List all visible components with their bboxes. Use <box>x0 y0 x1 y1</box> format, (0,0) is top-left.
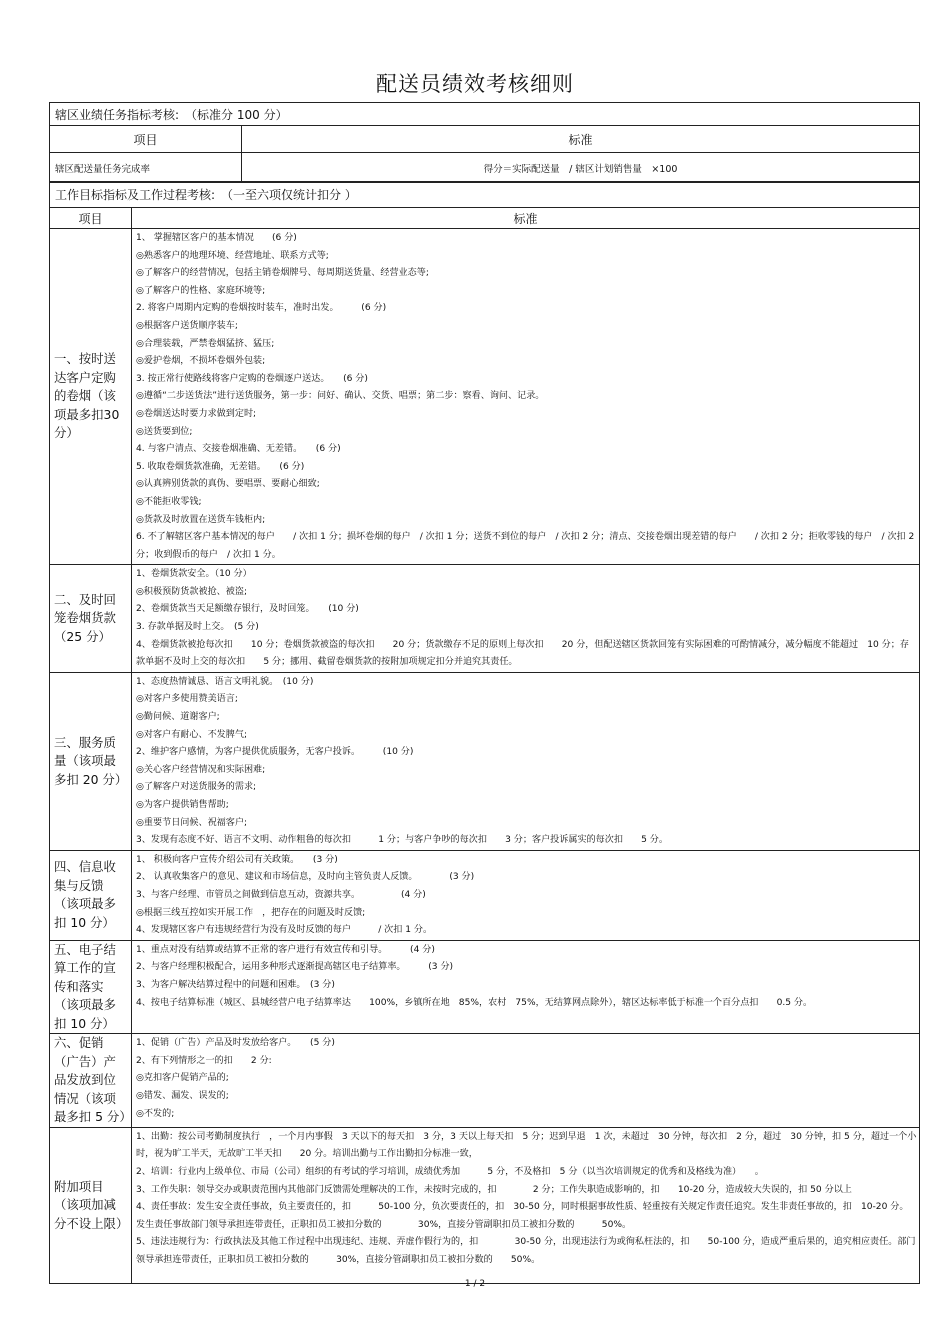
standard-cell <box>132 672 920 850</box>
category-cell: 附加项目（该项加减分不设上限） <box>50 1127 132 1283</box>
standard-line: ◎为客户提供销售帮助; <box>136 800 229 810</box>
standard-line: 3. 存款单据及时上交。 (5 分) <box>136 622 259 633</box>
section-heading: 工作目标指标及工作过程考核: （一至六项仅统计扣分 ） <box>50 182 920 208</box>
standard-line: ◎关心客户经营情况和实际困难; <box>136 764 266 775</box>
standard-line: 2、与客户经理积极配合，运用多种形式逐渐提高辖区电子结算率。 (3 分) <box>136 962 454 973</box>
section-heading: 辖区业绩任务指标考核: （标准分 100 分） <box>50 103 920 126</box>
page-number: 1 / 2 <box>464 1279 486 1289</box>
standard-line: 1、促销（广告）产品及时发放给客户。 (5 分) <box>136 1038 335 1049</box>
row-standard: 得分＝实际配送量 / 辖区计划销售量 ×100 <box>242 153 920 183</box>
standard-cell <box>132 850 920 940</box>
standard-line: ◎克扣客户促销产品的; <box>136 1073 229 1084</box>
standard-line: ◎根据三线互控如实开展工作 ，把存在的问题及时反馈; <box>136 907 366 918</box>
standard-line: ◎积极预防货款被抢、被盗; <box>136 586 248 597</box>
category-cell: 六、促销（广告）产品发放到位情况（该项最多扣 5 分） <box>50 1034 132 1128</box>
category-cell: 四、信息收集与反馈（该项最多扣 10 分） <box>50 850 132 940</box>
category-cell: 三、服务质量（该项最多扣 20 分） <box>50 672 132 850</box>
standard-line: 2、有下列情形之一的扣 2 分: <box>136 1055 272 1066</box>
standard-line: 2、 认真收集客户的意见、建议和市场信息，及时向主管负责人反馈。 (3 分) <box>136 872 475 883</box>
standard-line: ◎合理装载，严禁卷烟猛挤、猛压; <box>136 338 275 349</box>
standard-line: 2. 将客户周期内定购的卷烟按时装车，准时出发。 (6 分) <box>136 303 387 314</box>
standard-line: ◎货款及时放置在送货车钱柜内; <box>136 514 266 525</box>
standard-line: 4、卷烟货款被抢每次扣 10 分；卷烟货款被盗的每次扣 20 分；货款缴存不足的原则上每次扣 20 分，但配送辖区货款回笼有实际困难的可酌情减分，减分幅度不能超过 10 分；存款单据不及时上交的每次扣 5 分；挪用、截留卷烟货款的按附加项规定扣分并追究其责任。 <box>136 639 909 668</box>
standard-line: 4. 与客户清点、交接卷烟准确、无差错。 (6 分) <box>136 444 341 455</box>
standard-line: 1、 掌握辖区客户的基本情况 (6 分) <box>136 233 297 243</box>
standard-line: 6. 不了解辖区客户基本情况的每户 / 次扣 1 分；损坏卷烟的每户 / 次扣 1 分；送货不到位的每户 / 次扣 2 分；清点、交接卷烟出现差错的每户 / 次扣 2 分；拒收零钱的每户 / 次扣 2 分；收到假币的每户 / 次扣 1 分。 <box>136 532 915 560</box>
standard-cell <box>132 940 920 1034</box>
standard-line: 3. 按正常行使路线将客户定购的卷烟逐户送达。 (6 分) <box>136 373 368 384</box>
standard-cell <box>132 1127 920 1283</box>
standard-line: ◎勤问候、道谢客户; <box>136 712 220 723</box>
standard-line: 2、培训：行业内上级单位、市局（公司）组织的有考试的学习培训，成绩优秀加 5 分，不及格扣 5 分（以当次培训规定的优秀和及格线为准） 。 <box>136 1166 764 1177</box>
standard-line: ◎了解客户的经营情况，包括主销卷烟牌号、每周期送货量、经营业态等; <box>136 268 429 279</box>
standard-line: 4、按电子结算标准（城区、县城经营户电子结算率达 100%，乡镇所在地 85%，农村 75%，无结算网点除外），辖区达标率低于标准一个百分点扣 0.5 分。 <box>136 997 813 1008</box>
table-row <box>50 940 920 1034</box>
standard-cell <box>132 565 920 673</box>
col-header-standard: 标准 <box>132 208 920 229</box>
standard-line: 2、卷烟货款当天足额缴存银行，及时回笼。 (10 分) <box>136 604 359 615</box>
category-cell: 二、及时回笼卷烟货款（25 分） <box>50 565 132 673</box>
standard-line: 3、与客户经理、市管员之间做到信息互动，资源共享。 (4 分) <box>136 889 426 900</box>
standard-line: 5、违法违规行为：行政执法及其他工作过程中出现违纪、违规、弄虚作假行为的，扣 30-50 分，出现违法行为或徇私枉法的，扣 50-100 分，造成严重后果的，追究相应责任。部门领导承担连带责任，正职扣员工被扣分数的 30%，直接分管副职扣员工被扣分数的 50%。 <box>136 1237 916 1265</box>
page-title: 配送员绩效考核细则 <box>376 72 574 96</box>
process-assessment-table <box>49 181 920 1284</box>
table-row <box>50 850 920 940</box>
table-row <box>50 565 920 673</box>
standard-line: ◎送货要到位; <box>136 426 193 437</box>
standard-cell <box>132 1034 920 1128</box>
standard-line: ◎熟悉客户的地理环境、经营地址、联系方式等; <box>136 250 329 261</box>
standard-line: ◎错发、漏发、误发的; <box>136 1091 229 1102</box>
standard-line: ◎不能拒收零钱; <box>136 496 202 507</box>
task-indicator-table <box>49 102 920 183</box>
standard-line: ◎对客户多使用赞美语言; <box>136 694 238 705</box>
col-header-standard: 标准 <box>242 126 920 153</box>
standard-line: ◎认真辨别货款的真伪、要唱票、要耐心细致; <box>136 479 320 490</box>
standard-line: ◎重要节日问候、祝福客户; <box>136 817 248 828</box>
standard-line: 5. 收取卷烟货款准确，无差错。 (6 分) <box>136 461 305 472</box>
table-row <box>50 229 920 565</box>
standard-line: 1、态度热情诚恳、语言文明礼貌。 (10 分) <box>136 676 314 687</box>
standard-line: 1、卷烟货款安全。（10 分） <box>136 569 252 580</box>
table-row <box>50 1034 920 1128</box>
standard-line: ◎爱护卷烟，不损坏卷烟外包装; <box>136 356 266 367</box>
standard-line: ◎根据客户送货顺序装车; <box>136 320 238 331</box>
col-header-item: 项目 <box>50 126 242 153</box>
standard-line: ◎了解客户的性格、家庭环境等; <box>136 285 266 296</box>
standard-line: 1、重点对没有结算或结算不正常的客户进行有效宣传和引导。 (4 分) <box>136 944 435 955</box>
standard-line: 3、发现有态度不好、语言不文明、动作粗鲁的每次扣 1 分；与客户争吵的每次扣 3 分；客户投诉属实的每次扣 5 分。 <box>136 835 668 846</box>
standard-line: ◎不发的; <box>136 1108 175 1119</box>
standard-line: ◎对客户有耐心、不发脾气; <box>136 729 248 740</box>
table-row <box>50 1127 920 1283</box>
standard-line: 3、为客户解决结算过程中的问题和困难。 (3 分) <box>136 979 335 990</box>
standard-line: ◎了解客户对送货服务的需求; <box>136 782 257 793</box>
standard-cell <box>132 229 920 565</box>
category-cell: 五、电子结算工作的宣传和落实（该项最多扣 10 分） <box>50 940 132 1034</box>
standard-line: 2、维护客户感情，为客户提供优质服务，无客户投诉。 (10 分) <box>136 747 414 758</box>
standard-line: 1、出勤：按公司考勤制度执行 ，一个月内事假 3 天以下的每天扣 3 分，3 天以上每天扣 5 分；迟到早退 1 次，未超过 30 分钟，每次扣 2 分，超过 30 分钟，扣 5 分，超过一个小时，视为旷工半天，无故旷工半天扣 20 分。培训出勤与工作出勤扣分标准一致， <box>136 1131 917 1160</box>
standard-line: 3、工作失职：领导交办或职责范围内其他部门反馈需处理解决的工作，未按时完成的，扣 2 分；工作失职造成影响的，扣 10-20 分，造成较大失误的，扣 50 分以上 <box>136 1184 852 1195</box>
standard-line: ◎遵循“二步送货法”进行送货服务，第一步：问好、确认、交货、唱票；第二步：察看、询问、记录。 <box>136 391 545 402</box>
category-cell: 一、按时送达客户定购的卷烟（该项最多扣30分） <box>50 229 132 565</box>
col-header-item: 项目 <box>50 208 132 229</box>
row-item: 辖区配送量任务完成率 <box>50 153 242 183</box>
standard-line: ◎卷烟送达时要力求做到定时; <box>136 408 257 419</box>
standard-line: 4、发现辖区客户有违规经营行为没有及时反馈的每户 / 次扣 1 分。 <box>136 925 433 936</box>
standard-line: 4、责任事故：发生安全责任事故，负主要责任的，扣 50-100 分，负次要责任的，扣 30-50 分，同时根据事故性质、轻重按有关规定作责任追究。发生非责任事故的，扣 10-20 分。发生责任事故部门领导承担连带责任，正职扣员工被扣分数的 30%，直接分管副职扣员工被扣分数的 50%。 <box>136 1202 909 1230</box>
table-row <box>50 672 920 850</box>
standard-line: 1、 积极向客户宣传介绍公司有关政策。 (3 分) <box>136 854 338 865</box>
